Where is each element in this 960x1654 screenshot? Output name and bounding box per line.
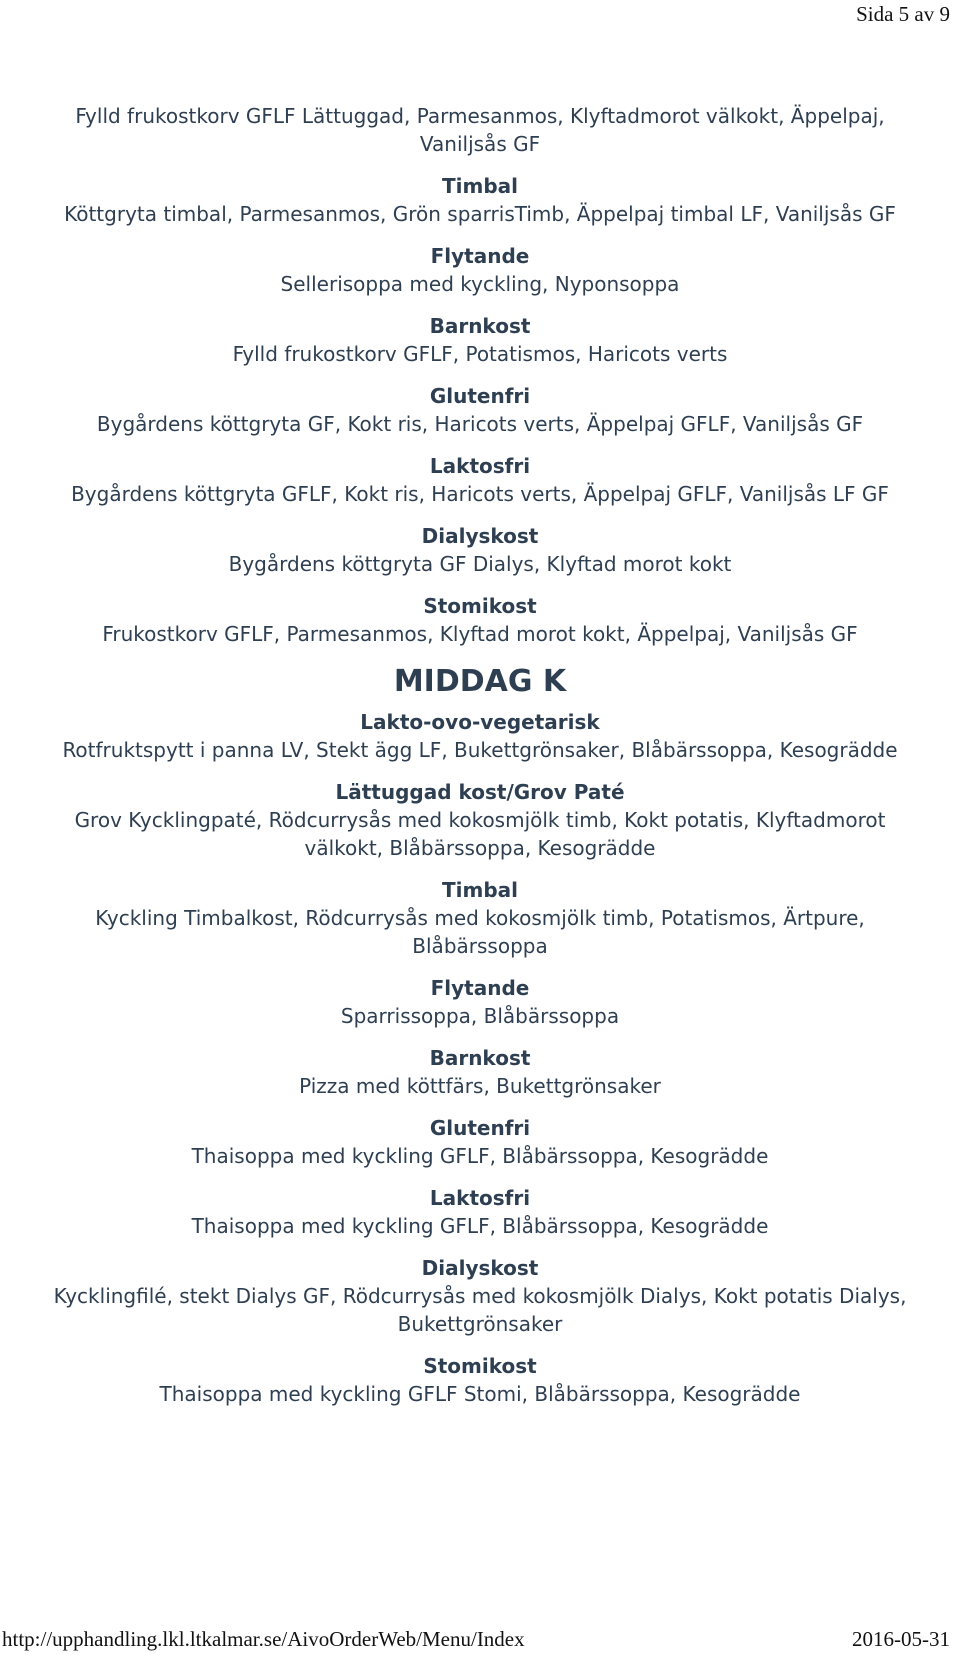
- section-heading: Stomikost: [423, 1354, 537, 1378]
- menu-section-dialyskost: [40, 522, 920, 578]
- menu-section-stomikost: [40, 592, 920, 648]
- section-items: Thaisoppa med kyckling GFLF, Blåbärssoppa, Kesogrädde: [191, 1214, 769, 1238]
- menu-section-flytande: [40, 974, 920, 1030]
- section-items: Grov Kycklingpaté, Rödcurrysås med kokosmjölk timb, Kokt potatis, Klyftadmorot välkokt, Blåbärssoppa, Kesogrädde: [74, 808, 886, 860]
- section-heading: Lättuggad kost/Grov Paté: [335, 780, 625, 804]
- menu-section-flytande: [40, 242, 920, 298]
- section-items: Sparrissoppa, Blåbärssoppa: [340, 1004, 620, 1028]
- section-items: Pizza med köttfärs, Bukettgrönsaker: [299, 1074, 661, 1098]
- menu-section-stomikost: [40, 1352, 920, 1408]
- section-heading: Dialyskost: [421, 1256, 539, 1280]
- section-items: Thaisoppa med kyckling GFLF, Blåbärssoppa, Kesogrädde: [191, 1144, 769, 1168]
- section-items: Köttgryta timbal, Parmesanmos, Grön sparrisTimb, Äppelpaj timbal LF, Vaniljsås GF: [64, 202, 896, 226]
- menu-section-laktosfri: [40, 452, 920, 508]
- section-heading: Glutenfri: [429, 1116, 531, 1140]
- dinner-title: MIDDAG K: [393, 664, 567, 699]
- section-heading: Timbal: [441, 878, 518, 902]
- section-items: Bygårdens köttgryta GF Dialys, Klyftad morot kokt: [228, 552, 732, 576]
- footer-date: 2016-05-31: [852, 1627, 950, 1651]
- section-items: Sellerisoppa med kyckling, Nyponsoppa: [280, 272, 680, 296]
- menu-section-timbal: [40, 172, 920, 228]
- section-heading: Glutenfri: [429, 384, 531, 408]
- menu-section-laktosfri: [40, 1184, 920, 1240]
- intro-items: Fylld frukostkorv GFLF Lättuggad, Parmesanmos, Klyftadmorot välkokt, Äppelpaj, Vaniljsås GF: [75, 104, 885, 156]
- section-heading: Laktosfri: [429, 1186, 531, 1210]
- section-items: Rotfruktspytt i panna LV, Stekt ägg LF, Bukettgrönsaker, Blåbärssoppa, Kesogrädde: [62, 738, 898, 762]
- menu-section-timbal: [40, 876, 920, 960]
- section-heading: Flytande: [430, 976, 530, 1000]
- page-indicator: Sida 5 av 9: [856, 2, 950, 26]
- section-heading: Laktosfri: [429, 454, 531, 478]
- section-items: Bygårdens köttgryta GFLF, Kokt ris, Haricots verts, Äppelpaj GFLF, Vaniljsås LF GF: [71, 482, 889, 506]
- menu-section-barnkost: [40, 312, 920, 368]
- lunch-sections: [40, 172, 920, 648]
- dinner-sections: [40, 708, 920, 1408]
- menu-section-glutenfri: [40, 382, 920, 438]
- section-items: Fylld frukostkorv GFLF, Potatismos, Haricots verts: [232, 342, 728, 366]
- section-heading: Lakto-ovo-vegetarisk: [360, 710, 600, 734]
- footer-url: http://upphandling.lkl.ltkalmar.se/AivoOrderWeb/Menu/Index: [2, 1627, 525, 1651]
- menu-content: [40, 102, 920, 1408]
- intro-section: [40, 102, 920, 158]
- section-items: Thaisoppa med kyckling GFLF Stomi, Blåbärssoppa, Kesogrädde: [159, 1382, 801, 1406]
- section-items: Bygårdens köttgryta GF, Kokt ris, Haricots verts, Äppelpaj GFLF, Vaniljsås GF: [96, 412, 864, 436]
- menu-section-glutenfri: [40, 1114, 920, 1170]
- section-items: Frukostkorv GFLF, Parmesanmos, Klyftad morot kokt, Äppelpaj, Vaniljsås GF: [102, 622, 858, 646]
- section-heading: Timbal: [441, 174, 518, 198]
- section-heading: Barnkost: [429, 1046, 531, 1070]
- section-heading: Barnkost: [429, 314, 531, 338]
- section-heading: Dialyskost: [421, 524, 539, 548]
- menu-section-barnkost: [40, 1044, 920, 1100]
- menu-section-lattuggad: [40, 778, 920, 862]
- menu-section-lakto-ovo-vegetarisk: [40, 708, 920, 764]
- menu-section-dialyskost: [40, 1254, 920, 1338]
- section-items: Kyckling Timbalkost, Rödcurrysås med kokosmjölk timb, Potatismos, Ärtpure, Blåbärssoppa: [95, 906, 865, 958]
- section-heading: Stomikost: [423, 594, 537, 618]
- section-heading: Flytande: [430, 244, 530, 268]
- section-items: Kycklingfilé, stekt Dialys GF, Rödcurrysås med kokosmjölk Dialys, Kokt potatis Dialys, Bukettgrönsaker: [53, 1284, 907, 1336]
